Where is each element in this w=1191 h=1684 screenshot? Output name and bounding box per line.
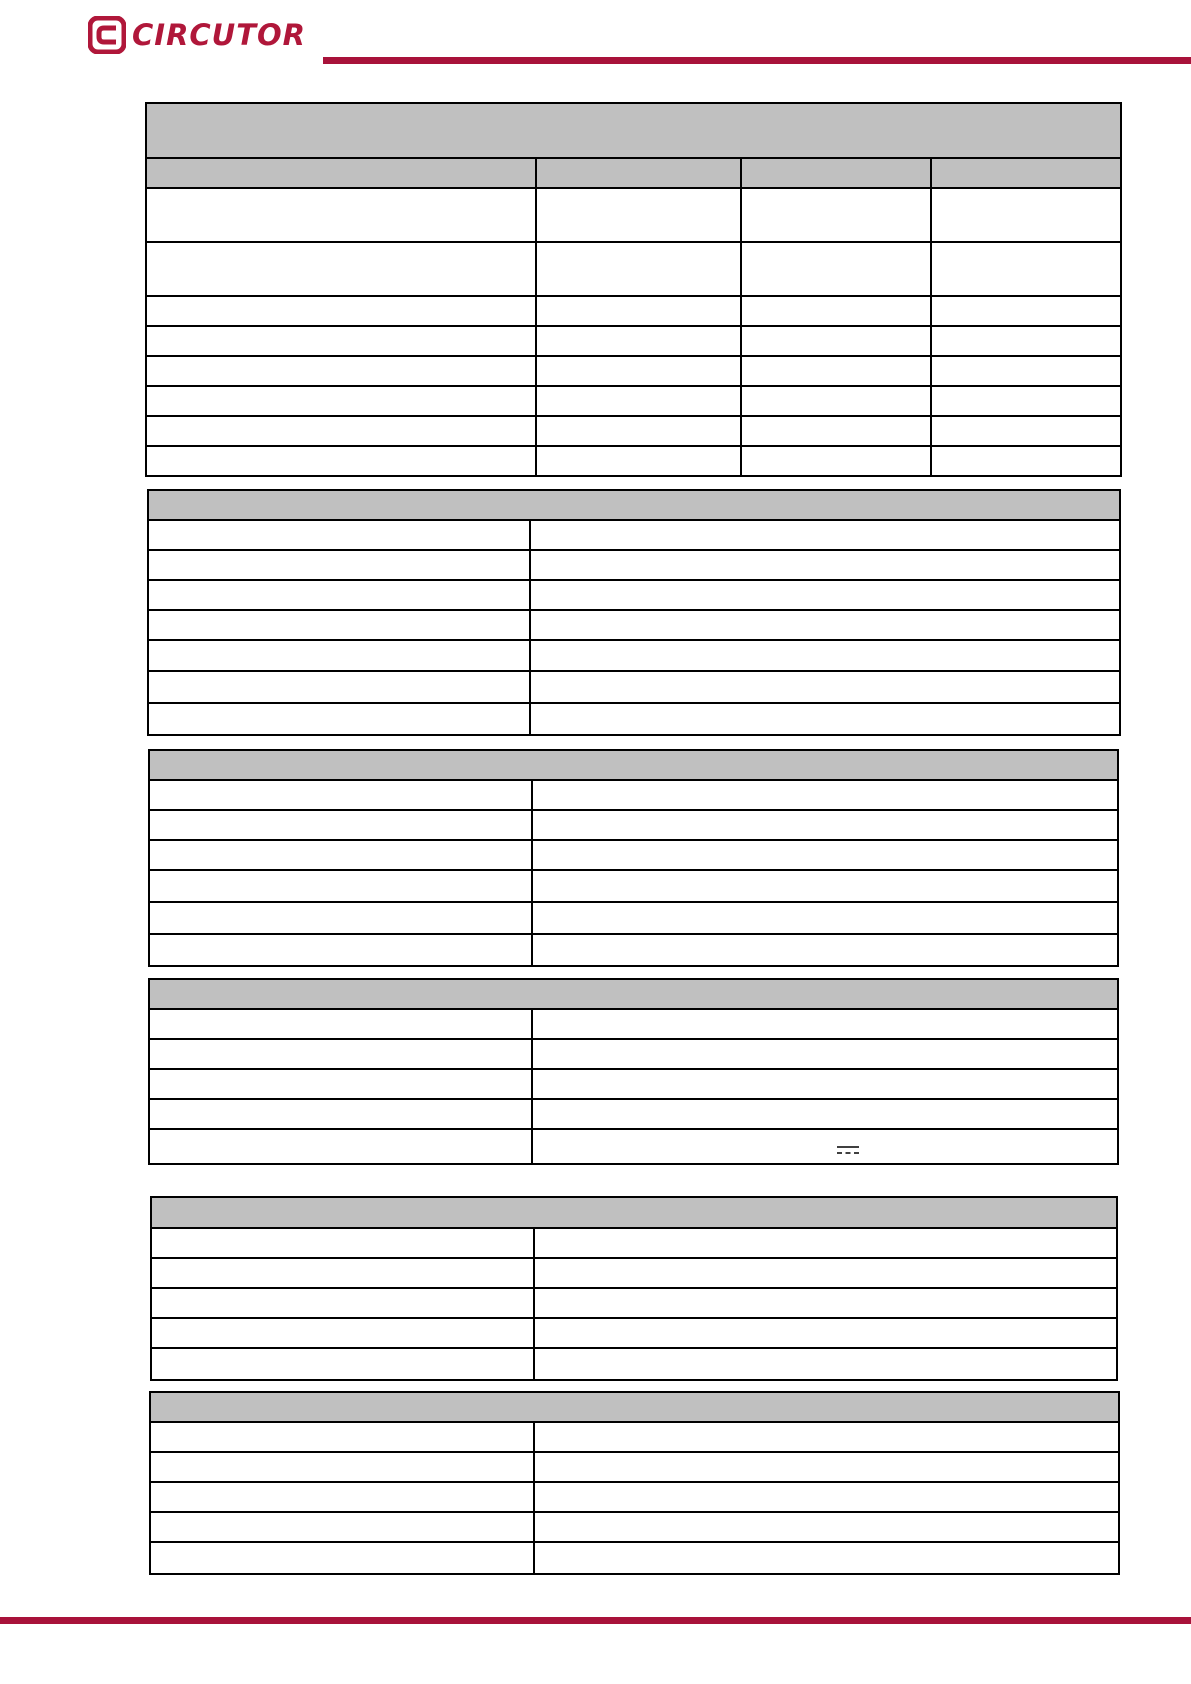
table-cell	[150, 1452, 534, 1482]
table-cell	[149, 1099, 532, 1129]
table-cell	[151, 1288, 534, 1318]
table-cell	[534, 1288, 1117, 1318]
column-header	[536, 158, 741, 188]
table-cell	[931, 386, 1121, 416]
table-row	[150, 1542, 1119, 1574]
table-cell	[741, 446, 931, 476]
table-row	[146, 242, 1121, 296]
table-row	[151, 1228, 1117, 1258]
table-row	[148, 640, 1120, 671]
table-cell	[149, 1039, 532, 1069]
table-row	[146, 296, 1121, 326]
table-row	[151, 1258, 1117, 1288]
table-row	[149, 1099, 1118, 1129]
table-cell	[532, 934, 1118, 966]
table-row	[149, 934, 1118, 966]
header-rule	[323, 57, 1191, 64]
table-cell	[532, 810, 1118, 840]
table-cell	[148, 640, 530, 671]
spec-table-4	[148, 978, 1119, 1165]
table-cell	[148, 671, 530, 703]
table-cell	[534, 1228, 1117, 1258]
table-row	[148, 550, 1120, 580]
table-cell	[741, 416, 931, 446]
table-cell	[536, 296, 741, 326]
table-title	[148, 490, 1120, 520]
table-cell	[534, 1512, 1119, 1542]
table-cell	[149, 780, 532, 810]
table-cell	[536, 386, 741, 416]
table-cell	[149, 870, 532, 902]
table-cell	[150, 1512, 534, 1542]
table-row	[146, 386, 1121, 416]
table-cell	[532, 1069, 1118, 1099]
table-cell	[536, 416, 741, 446]
table-row	[148, 580, 1120, 610]
table-cell	[530, 610, 1120, 640]
table-cell	[149, 840, 532, 870]
column-header	[931, 158, 1121, 188]
table-cell	[151, 1318, 534, 1348]
table-row	[149, 1009, 1118, 1039]
table-cell	[534, 1348, 1117, 1380]
column-header	[146, 158, 536, 188]
table-cell	[530, 640, 1120, 671]
table-cell	[532, 1039, 1118, 1069]
table-cell	[150, 1542, 534, 1574]
column-header	[741, 158, 931, 188]
table-cell	[530, 703, 1120, 735]
table-cell	[149, 1069, 532, 1099]
table-cell	[532, 902, 1118, 934]
table-row	[150, 1512, 1119, 1542]
table-row	[148, 520, 1120, 550]
table-row	[149, 1069, 1118, 1099]
table-cell	[931, 326, 1121, 356]
table-cell	[741, 356, 931, 386]
table-title	[146, 103, 1121, 158]
table-cell	[532, 780, 1118, 810]
table-row	[149, 902, 1118, 934]
table-cell	[149, 902, 532, 934]
table-cell	[534, 1422, 1119, 1452]
table-title	[150, 1392, 1119, 1422]
table-cell	[536, 326, 741, 356]
table-row	[148, 703, 1120, 735]
table-cell	[149, 1129, 532, 1164]
table-cell	[530, 550, 1120, 580]
table-cell	[146, 188, 536, 242]
table-cell	[150, 1482, 534, 1512]
table-cell	[741, 296, 931, 326]
table-cell	[741, 242, 931, 296]
table-cell	[534, 1542, 1119, 1574]
table-cell	[536, 242, 741, 296]
table-cell	[741, 326, 931, 356]
table-cell	[146, 356, 536, 386]
table-row	[151, 1318, 1117, 1348]
table-cell	[146, 326, 536, 356]
table-cell	[150, 1422, 534, 1452]
table-cell	[931, 242, 1121, 296]
table-cell	[148, 580, 530, 610]
footer-rule	[0, 1617, 1191, 1624]
table-row	[148, 610, 1120, 640]
table-cell	[146, 386, 536, 416]
table-title	[149, 750, 1118, 780]
spec-table-3	[148, 749, 1119, 967]
table-cell	[536, 356, 741, 386]
table-cell	[534, 1452, 1119, 1482]
table-cell	[530, 580, 1120, 610]
table-title	[149, 979, 1118, 1009]
table-row	[149, 840, 1118, 870]
brand-logo	[88, 14, 306, 56]
table-row	[149, 780, 1118, 810]
table-row	[150, 1422, 1119, 1452]
table-cell	[148, 703, 530, 735]
table-cell	[931, 416, 1121, 446]
main-spec-table	[145, 102, 1122, 477]
table-row	[146, 356, 1121, 386]
table-cell	[532, 1099, 1118, 1129]
table-cell	[149, 810, 532, 840]
table-cell	[534, 1482, 1119, 1512]
spec-table-2	[147, 489, 1121, 736]
table-row	[146, 446, 1121, 476]
table-cell	[148, 550, 530, 580]
table-row	[151, 1348, 1117, 1380]
table-cell	[148, 610, 530, 640]
table-cell	[146, 416, 536, 446]
table-row	[149, 1129, 1118, 1164]
table-row	[149, 870, 1118, 902]
table-row	[149, 810, 1118, 840]
brand-name: CIRCUTOR	[132, 18, 306, 52]
circutor-logo-icon	[88, 16, 126, 54]
table-cell	[532, 1009, 1118, 1039]
table-cell	[532, 840, 1118, 870]
table-cell	[148, 520, 530, 550]
table-cell	[530, 671, 1120, 703]
table-row	[149, 1039, 1118, 1069]
table-row	[146, 326, 1121, 356]
table-row	[151, 1288, 1117, 1318]
table-cell	[149, 934, 532, 966]
table-row	[150, 1452, 1119, 1482]
table-row	[148, 671, 1120, 703]
table-cell	[536, 446, 741, 476]
table-cell	[146, 296, 536, 326]
table-cell	[741, 386, 931, 416]
table-cell	[146, 446, 536, 476]
table-cell	[151, 1258, 534, 1288]
table-cell	[151, 1348, 534, 1380]
table-cell	[146, 242, 536, 296]
table-cell	[931, 446, 1121, 476]
table-cell	[534, 1318, 1117, 1348]
table-cell	[149, 1009, 532, 1039]
table-cell	[536, 188, 741, 242]
spec-table-5	[150, 1196, 1118, 1381]
table-cell	[931, 296, 1121, 326]
table-row	[146, 416, 1121, 446]
table-cell	[530, 520, 1120, 550]
direct-current-icon	[837, 1145, 859, 1155]
table-row	[146, 188, 1121, 242]
table-cell	[931, 188, 1121, 242]
table-cell	[532, 870, 1118, 902]
table-cell	[532, 1129, 1118, 1164]
table-title	[151, 1197, 1117, 1228]
table-cell	[151, 1228, 534, 1258]
table-cell	[534, 1258, 1117, 1288]
table-cell	[931, 356, 1121, 386]
spec-table-6	[149, 1391, 1120, 1575]
table-cell	[741, 188, 931, 242]
table-row	[150, 1482, 1119, 1512]
